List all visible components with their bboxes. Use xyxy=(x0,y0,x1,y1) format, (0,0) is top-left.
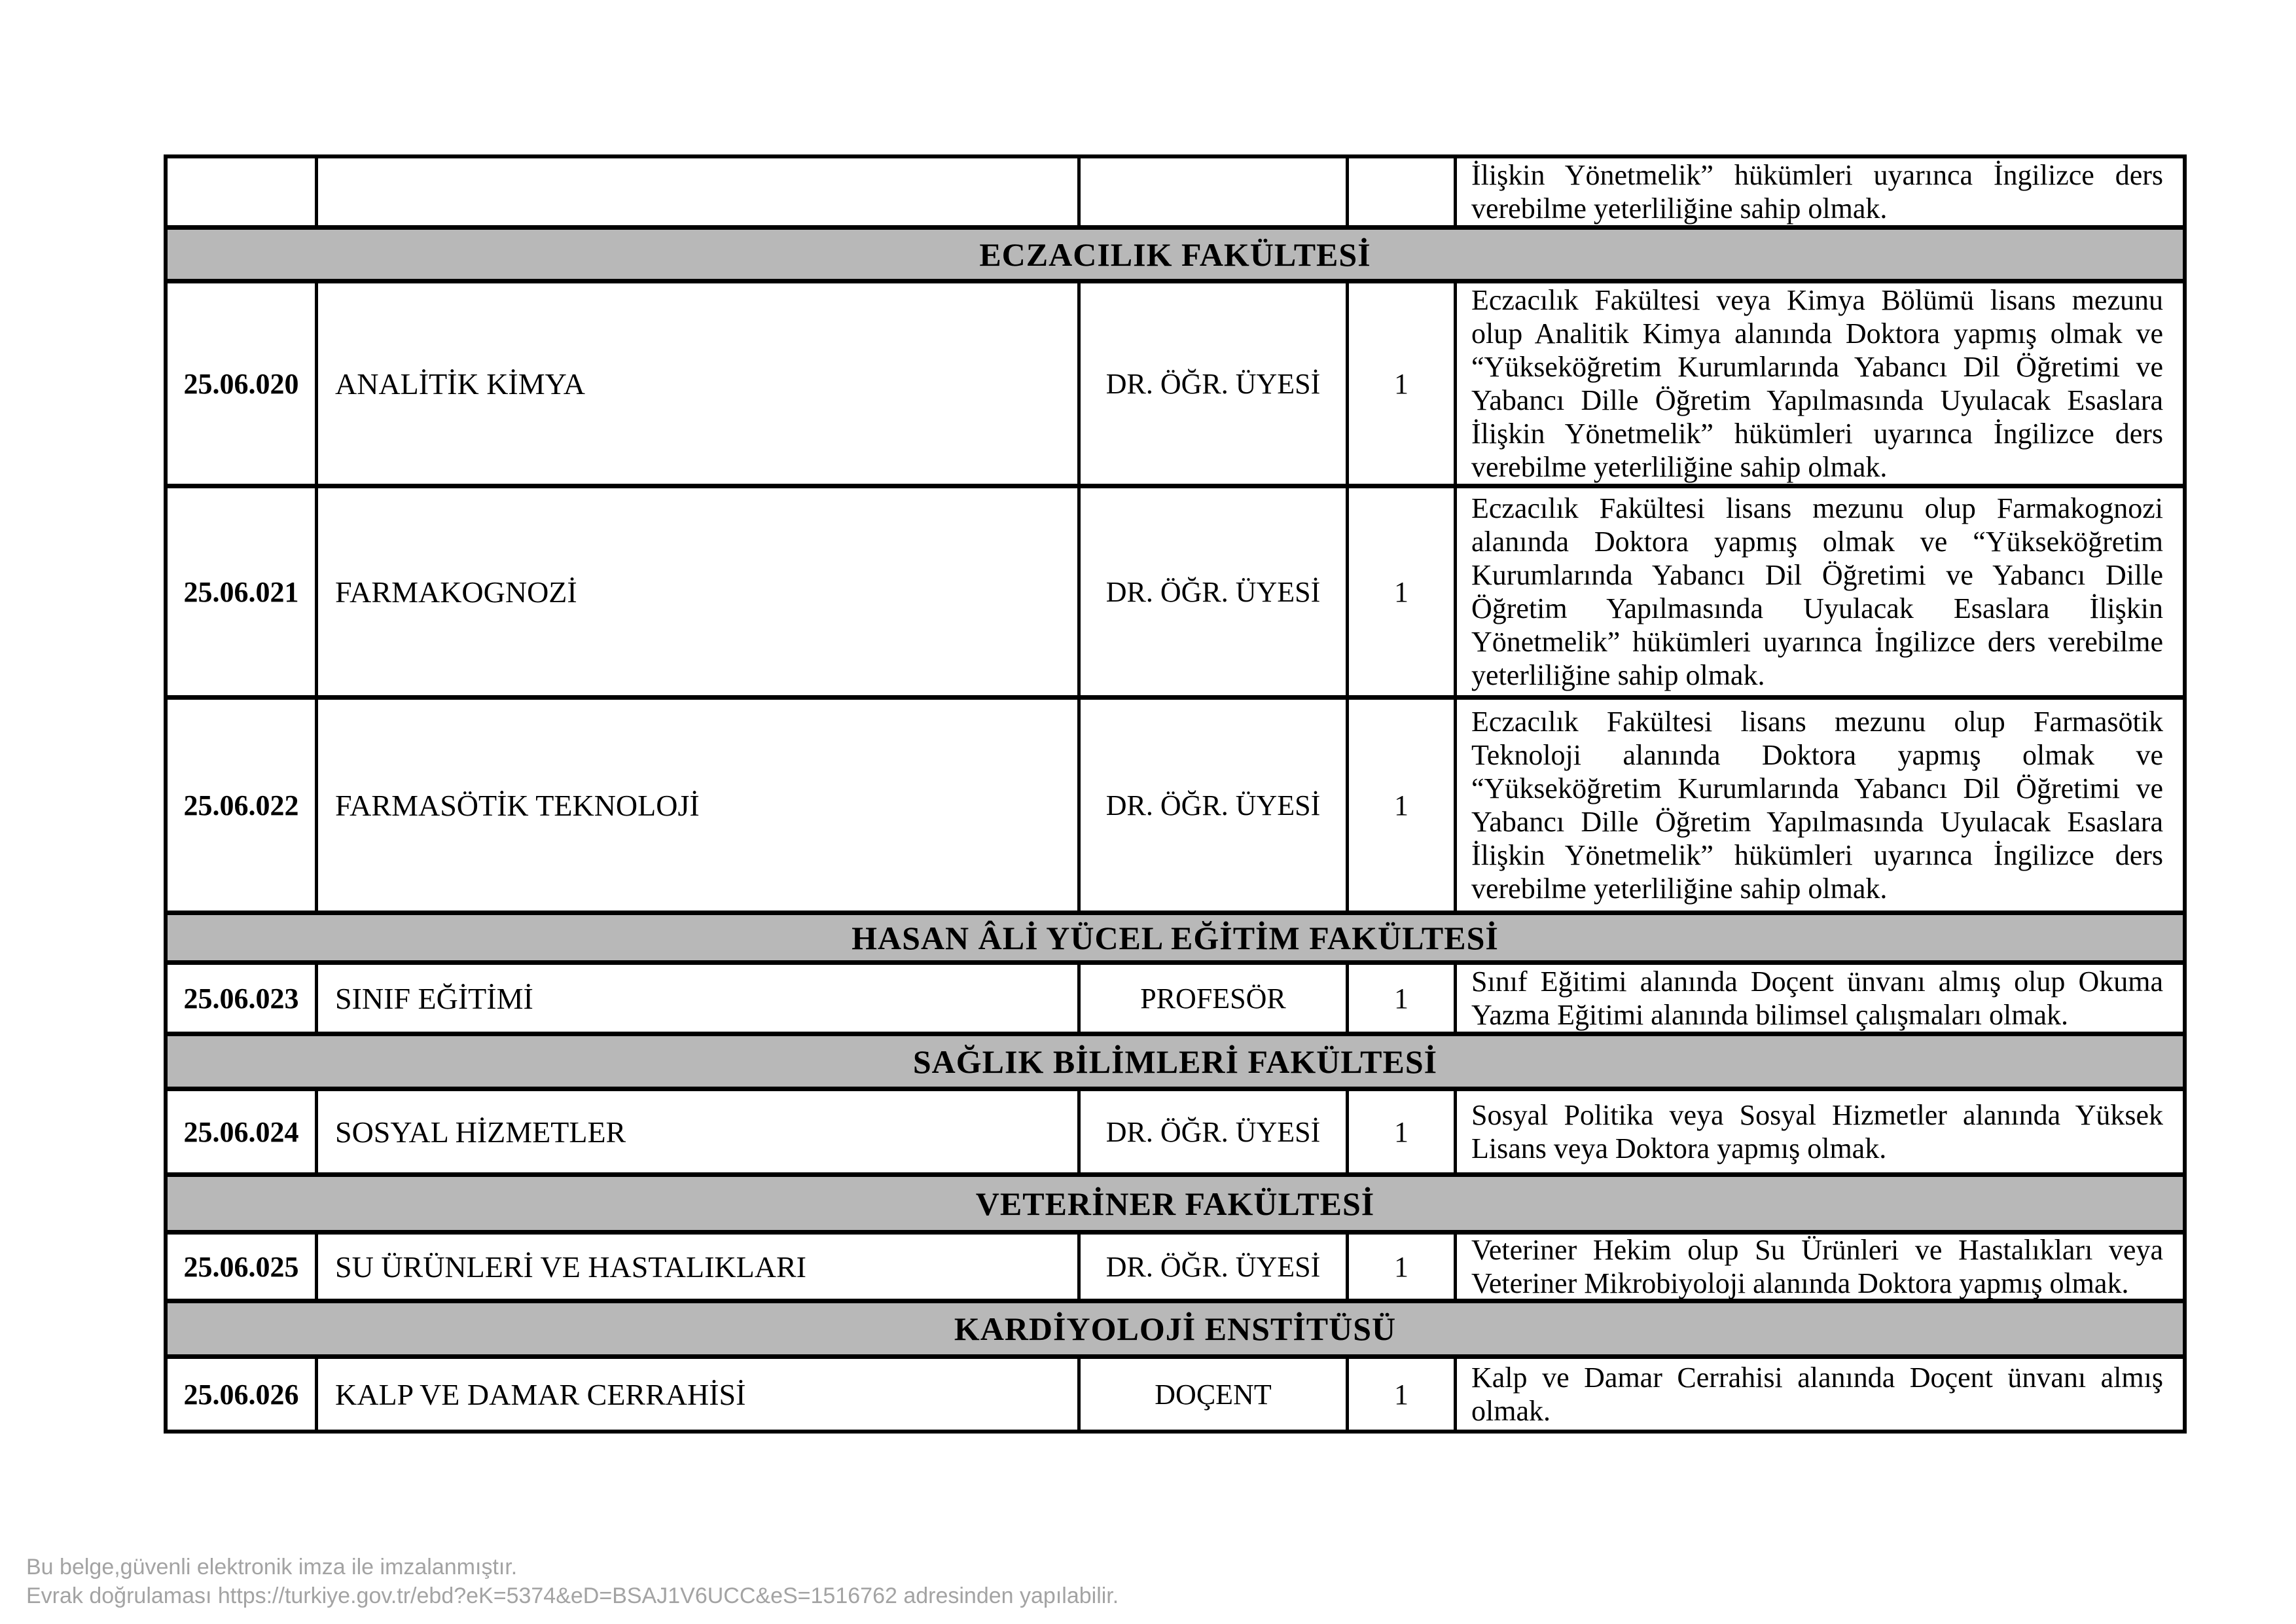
e-signature-note: Bu belge,güvenli elektronik imza ile imzalanmıştır. xyxy=(26,1555,518,1579)
academic-title-cell: DR. ÖĞR. ÜYESİ xyxy=(1081,488,1349,695)
position-count-cell: 1 xyxy=(1349,1091,1457,1172)
department-name-cell: FARMAKOGNOZİ xyxy=(318,488,1081,695)
department-name-cell: SOSYAL HİZMETLER xyxy=(318,1091,1081,1172)
requirement-cell xyxy=(1457,1359,2183,1430)
announcement-table xyxy=(164,154,2187,1434)
requirement-text: İlişkin Yönetmelik” hükümleri uyarınca İngilizce ders verebilme yeterliliğine sahip olmak. xyxy=(1471,159,2163,225)
requirement-text: Eczacılık Fakültesi lisans mezunu olup Farmakognozi alanında Doktora yapmış olmak ve “Yükseköğretim Kurumlarında Yabancı Dil Öğretimi ve Yabancı Dille Öğretim Yapılmasında Uyulacak Esaslara İlişkin Yönetmelik” hükümleri uyarınca İngilizce ders verebilme yeterliliğine sahip olmak. xyxy=(1471,492,2163,691)
department-name-cell: SU ÜRÜNLERİ VE HASTALIKLARI xyxy=(318,1235,1081,1299)
verification-url-line: Evrak doğrulaması https://turkiye.gov.tr/ebd?eK=5374&eD=BSAJ1V6UCC&eS=1516762 adresinden yapılabilir. xyxy=(26,1583,1119,1608)
position-code-cell: 25.06.026 xyxy=(168,1359,318,1430)
requirement-text: Eczacılık Fakültesi lisans mezunu olup Farmasötik Teknoloji alanında Doktora yapmış olmak ve “Yükseköğretim Kurumlarında Yabancı Dil Öğretimi ve Yabancı Dille Öğretim Yapılmasında Uyulacak Esaslara İlişkin Yönetmelik” hükümleri uyarınca İngilizce ders verebilme yeterliliğine sahip olmak. xyxy=(1471,706,2163,905)
department-name-cell: ANALİTİK KİMYA xyxy=(318,283,1081,484)
position-count-cell xyxy=(1349,158,1457,225)
department-name-cell xyxy=(318,158,1081,225)
requirement-cell xyxy=(1457,965,2183,1032)
position-code-cell: 25.06.021 xyxy=(168,488,318,695)
section-header-label: SAĞLIK BİLİMLERİ FAKÜLTESİ xyxy=(912,1043,1438,1080)
requirement-text: Kalp ve Damar Cerrahisi alanında Doçent ünvanı almış olmak. xyxy=(1471,1362,2163,1427)
table-row-continuation xyxy=(168,158,2183,230)
section-header-label: KARDİYOLOJİ ENSTİTÜSÜ xyxy=(954,1310,1397,1347)
department-name-cell: KALP VE DAMAR CERRAHİSİ xyxy=(318,1359,1081,1430)
department-name-cell: SINIF EĞİTİMİ xyxy=(318,965,1081,1032)
academic-title-cell: DR. ÖĞR. ÜYESİ xyxy=(1081,283,1349,484)
requirement-text: Eczacılık Fakültesi veya Kimya Bölümü lisans mezunu olup Analitik Kimya alanında Doktora yapmış olmak ve “Yükseköğretim Kurumlarında Yabancı Dil Öğretimi ve Yabancı Dille Öğretim Yapılmasında Uyulacak Esaslara İlişkin Yönetmelik” hükümleri uyarınca İngilizce ders verebilme yeterliliğine sahip olmak. xyxy=(1471,284,2163,483)
academic-title-cell: PROFESÖR xyxy=(1081,965,1349,1032)
requirement-text: Sosyal Politika veya Sosyal Hizmetler alanında Yüksek Lisans veya Doktora yapmış olmak. xyxy=(1471,1099,2163,1164)
position-code-cell: 25.06.024 xyxy=(168,1091,318,1172)
academic-title-cell: DOÇENT xyxy=(1081,1359,1349,1430)
requirement-text: Sınıf Eğitimi alanında Doçent ünvanı almış olup Okuma Yazma Eğitimi alanında bilimsel çalışmaları olmak. xyxy=(1471,965,2163,1031)
table-row xyxy=(168,1235,2183,1303)
section-header-row xyxy=(168,1303,2183,1359)
position-count-cell: 1 xyxy=(1349,1359,1457,1430)
position-count-cell: 1 xyxy=(1349,965,1457,1032)
position-code-cell: 25.06.022 xyxy=(168,700,318,911)
position-code-cell: 25.06.025 xyxy=(168,1235,318,1299)
requirement-cell xyxy=(1457,488,2183,695)
academic-title-cell: DR. ÖĞR. ÜYESİ xyxy=(1081,1091,1349,1172)
requirement-cell xyxy=(1457,700,2183,911)
section-header-label: ECZACILIK FAKÜLTESİ xyxy=(979,236,1371,273)
table-row xyxy=(168,1091,2183,1177)
section-header-row xyxy=(168,1177,2183,1235)
position-count-cell: 1 xyxy=(1349,1235,1457,1299)
requirement-cell xyxy=(1457,1235,2183,1299)
e-signature-footer xyxy=(26,1553,1119,1610)
table-row xyxy=(168,283,2183,488)
academic-title-cell xyxy=(1081,158,1349,225)
table-row xyxy=(168,1359,2183,1430)
table-row xyxy=(168,700,2183,915)
position-count-cell: 1 xyxy=(1349,488,1457,695)
section-header-label: VETERİNER FAKÜLTESİ xyxy=(975,1185,1375,1222)
requirement-text: Veteriner Hekim olup Su Ürünleri ve Hastalıkları veya Veteriner Mikrobiyoloji alanında Doktora yapmış olmak. xyxy=(1471,1235,2163,1299)
section-header-row xyxy=(168,1036,2183,1091)
position-count-cell: 1 xyxy=(1349,700,1457,911)
position-code-cell: 25.06.020 xyxy=(168,283,318,484)
requirement-cell xyxy=(1457,283,2183,484)
table-row xyxy=(168,965,2183,1036)
requirement-cell xyxy=(1457,158,2183,225)
section-header-label: HASAN ÂLİ YÜCEL EĞİTİM FAKÜLTESİ xyxy=(852,919,1499,956)
requirement-cell xyxy=(1457,1091,2183,1172)
position-count-cell: 1 xyxy=(1349,283,1457,484)
table-row xyxy=(168,488,2183,700)
section-header-row xyxy=(168,230,2183,283)
position-code-cell: 25.06.023 xyxy=(168,965,318,1032)
section-header-row xyxy=(168,915,2183,965)
academic-title-cell: DR. ÖĞR. ÜYESİ xyxy=(1081,700,1349,911)
academic-title-cell: DR. ÖĞR. ÜYESİ xyxy=(1081,1235,1349,1299)
department-name-cell: FARMASÖTİK TEKNOLOJİ xyxy=(318,700,1081,911)
position-code-cell xyxy=(168,158,318,225)
